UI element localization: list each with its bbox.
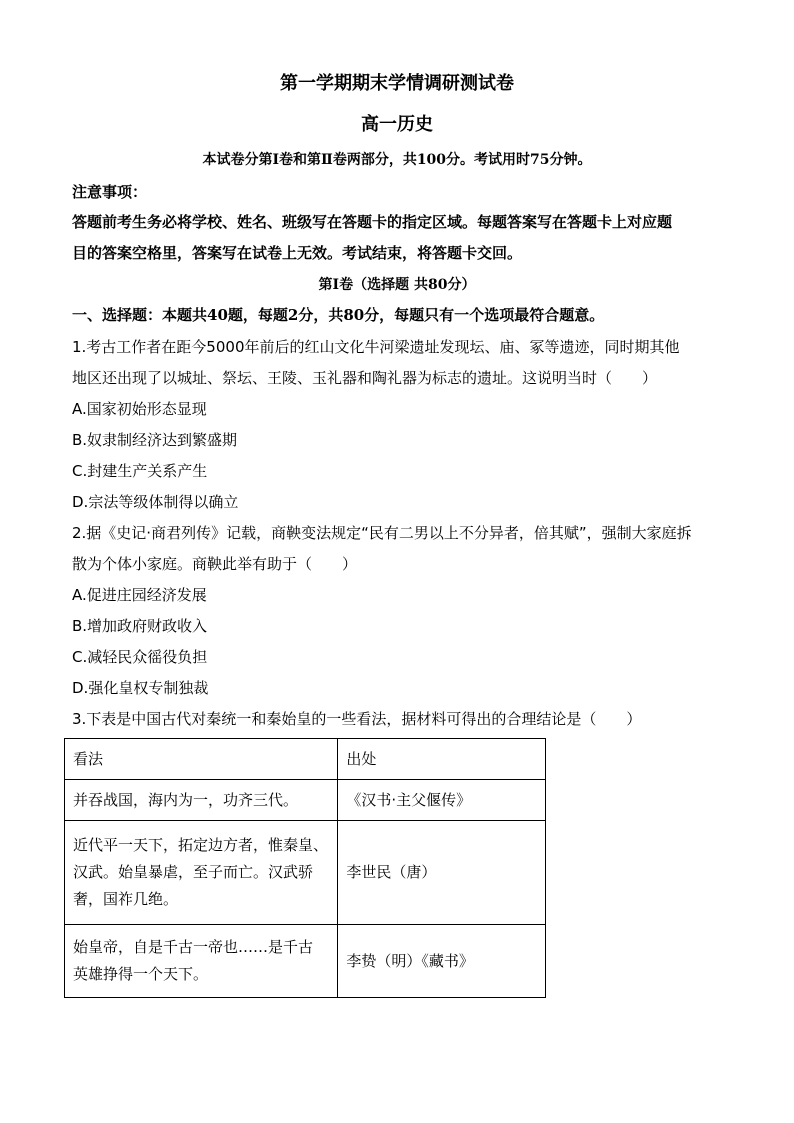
q1-stem-line-2: 地区还出现了以城址、祭坛、王陵、玉礼器和陶礼器为标志的遗址。这说明当时（ ） xyxy=(72,369,658,387)
table-cell-source: 李贽（明）《藏书》 xyxy=(338,925,546,998)
table-header-cell: 看法 xyxy=(65,739,338,780)
q2-option-a: A.促进庄园经济发展 xyxy=(72,586,207,604)
q2-stem-line-2: 散为个体小家庭。商鞅此举有助于（ ） xyxy=(72,555,358,573)
table-row xyxy=(65,780,546,821)
part-heading: 第Ⅰ卷（选择题 共80分） xyxy=(318,277,476,293)
q2-stem-line-1: 2.据《史记·商君列传》记载，商鞅变法规定“民有二男以上不分异者，倍其赋”，强制大家庭拆 xyxy=(72,524,692,542)
exam-subject: 高一历史 xyxy=(361,114,433,135)
notes-line-2: 目的答案空格里，答案写在试卷上无效。考试结束，将答题卡交回。 xyxy=(72,244,523,262)
view-text-line: 并吞战国，海内为一，功齐三代。 xyxy=(73,790,299,809)
table-header-row xyxy=(65,739,546,780)
table-row xyxy=(65,925,546,998)
view-text-line: 英雄挣得一个天下。 xyxy=(73,965,209,983)
table-header-cell: 出处 xyxy=(338,739,546,780)
view-text-line: 汉武。始皇暴虐，至子而亡。汉武骄 xyxy=(73,863,314,881)
view-text-line: 近代平一天下，拓定边方者，惟秦皇、 xyxy=(73,836,329,854)
q1-option-d: D.宗法等级体制得以确立 xyxy=(72,493,239,511)
view-text-line: 奢，国祚几绝。 xyxy=(73,890,179,908)
notes-heading: 注意事项： xyxy=(72,183,148,201)
q1-option-a: A.国家初始形态显现 xyxy=(72,400,207,418)
exam-title: 第一学期期末学情调研测试卷 xyxy=(280,73,514,94)
notes-line-1: 答题前考生务必将学校、姓名、班级写在答题卡的指定区域。每题答案写在答题卡上对应题 xyxy=(72,213,673,231)
q1-option-c: C.封建生产关系产生 xyxy=(72,462,208,480)
q3-stem: 3.下表是中国古代对秦统一和秦始皇的一些看法，据材料可得出的合理结论是（ ） xyxy=(72,710,642,728)
table-cell-view xyxy=(65,821,338,925)
section-heading: 一、选择题：本题共40题，每题2分，共80分，每题只有一个选项最符合题意。 xyxy=(72,306,605,324)
q3-table xyxy=(64,738,546,998)
q2-option-d: D.强化皇权专制独裁 xyxy=(72,679,209,697)
table-cell-view xyxy=(65,925,338,998)
q2-option-b: B.增加政府财政收入 xyxy=(72,617,208,635)
exam-info: 本试卷分第Ⅰ卷和第Ⅱ卷两部分，共100分。考试用时75分钟。 xyxy=(202,152,592,168)
table-row xyxy=(65,821,546,925)
table-cell-source: 李世民（唐） xyxy=(338,821,546,925)
view-text-line: 始皇帝，自是千古一帝也……是千古 xyxy=(73,938,314,956)
q2-option-c: C.减轻民众徭役负担 xyxy=(72,648,208,666)
q1-stem-line-1: 1.考古工作者在距今5000年前后的红山文化牛河梁遗址发现坛、庙、冢等遗迹，同时期其他 xyxy=(72,338,680,356)
table-cell-view xyxy=(65,780,338,821)
q1-option-b: B.奴隶制经济达到繁盛期 xyxy=(72,431,238,449)
table-cell-source: 《汉书·主父偃传》 xyxy=(338,780,546,821)
